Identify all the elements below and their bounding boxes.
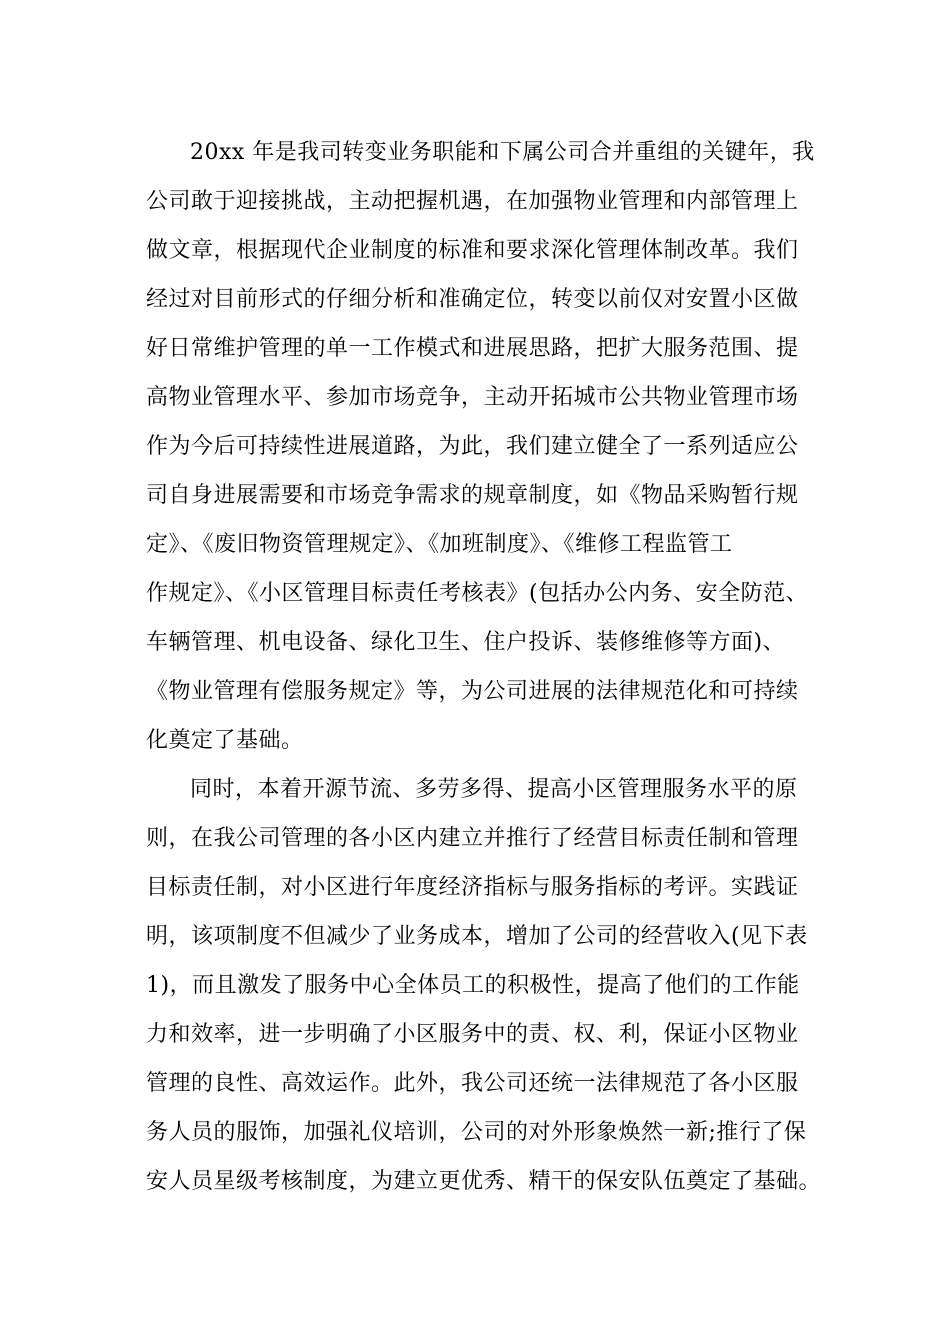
paragraph-line: 作为今后可持续性进展道路，为此，我们建立健全了一系列适应公 (146, 434, 799, 459)
paragraph-line: 务人员的服饰，加强礼仪培训，公司的对外形象焕然一新;推行了保 (146, 1120, 807, 1145)
paragraph-line: 定》、《废旧物资管理规定》、《加班制度》、《维修工程监管工 (146, 532, 733, 557)
paragraph-line: 司自身进展需要和市场竞争需求的规章制度，如《物品采购暂行规 (146, 483, 799, 508)
paragraph-1 (146, 133, 826, 770)
paragraph-line: 作规定》、《小区管理目标责任考核表》(包括办公内务、安全防范、 (146, 581, 809, 606)
paragraph-line: 20xx 年是我司转变业务职能和下属公司合并重组的关键年，我 (190, 140, 815, 165)
paragraph-line: 做文章，根据现代企业制度的标准和要求深化管理体制改革。我们 (146, 238, 799, 263)
paragraph-line: 高物业管理水平、参加市场竞争，主动开拓城市公共物业管理市场 (146, 385, 799, 410)
paragraph-line: 车辆管理、机电设备、绿化卫生、住户投诉、装修维修等方面)、 (146, 630, 786, 655)
paragraph-line: 安人员星级考核制度，为建立更优秀、精干的保安队伍奠定了基础。 (146, 1169, 822, 1194)
paragraph-line: 公司敢于迎接挑战，主动把握机遇，在加强物业管理和内部管理上 (146, 189, 799, 214)
paragraph-line: 化奠定了基础。 (146, 728, 304, 753)
paragraph-line: 则，在我公司管理的各小区内建立并推行了经营目标责任制和管理 (146, 826, 799, 851)
paragraph-line: 好日常维护管理的单一工作模式和进展思路，把扩大服务范围、提 (146, 336, 799, 361)
paragraph-line: 同时，本着开源节流、多劳多得、提高小区管理服务水平的原 (190, 777, 798, 802)
paragraph-line: 1)，而且激发了服务中心全体员工的积极性，提高了他们的工作能 (146, 973, 800, 998)
paragraph-line: 《物业管理有偿服务规定》等，为公司进展的法律规范化和可持续 (146, 679, 799, 704)
paragraph-2 (146, 770, 826, 1211)
document-body (146, 133, 826, 1211)
paragraph-line: 力和效率，进一步明确了小区服务中的责、权、利，保证小区物业 (146, 1022, 799, 1047)
paragraph-line: 经过对目前形式的仔细分析和准确定位，转变以前仅对安置小区做 (146, 287, 799, 312)
paragraph-line: 目标责任制，对小区进行年度经济指标与服务指标的考评。实践证 (146, 875, 799, 900)
paragraph-line: 明，该项制度不但减少了业务成本，增加了公司的经营收入(见下表 (146, 924, 808, 949)
paragraph-line: 管理的良性、高效运作。此外，我公司还统一法律规范了各小区服 (146, 1071, 799, 1096)
